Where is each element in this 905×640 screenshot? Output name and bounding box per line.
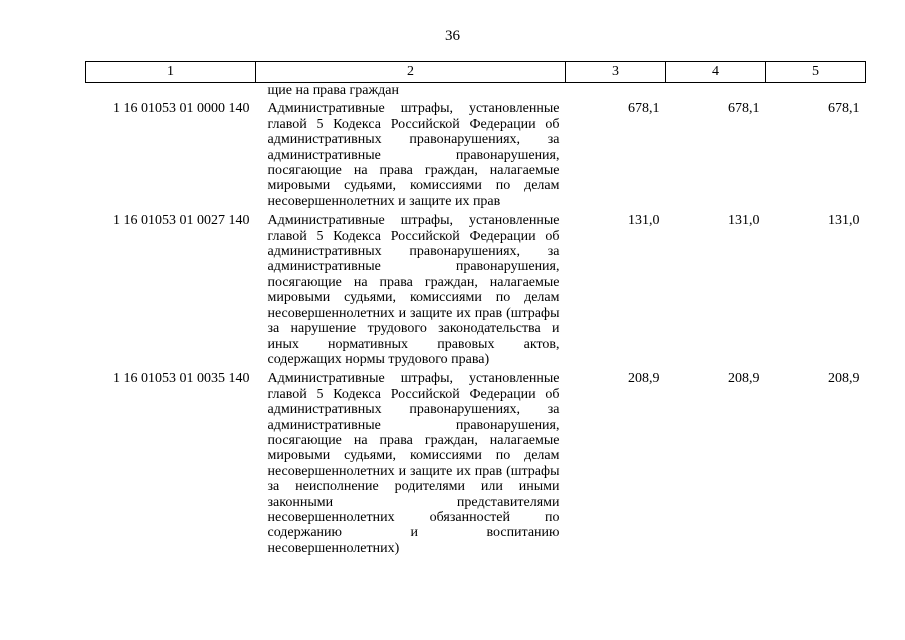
row-description: Административные штрафы, установленные главой 5 Кодекса Российской Федерации об административных правонарушениях, за административные правонарушения, посягающие на права граждан, налагаемые мировыми судьями, комиссиями по делам несовершеннолетних и защите их прав (штрафы за нарушение трудового законодательства и иных нормативных правовых актов, содержащих нормы трудового права)	[267, 213, 560, 367]
continuation-row	[86, 83, 866, 102]
table-row	[86, 213, 866, 371]
value-col-4: 678,1	[728, 101, 760, 117]
header-col-3: 3	[566, 62, 666, 83]
value-col-3: 208,9	[628, 371, 660, 387]
budget-code: 1 16 01053 01 0000 140	[113, 101, 250, 117]
budget-table	[85, 61, 866, 560]
header-col-5: 5	[766, 62, 866, 83]
value-col-3: 131,0	[628, 213, 660, 229]
budget-code: 1 16 01053 01 0027 140	[113, 213, 250, 229]
header-col-4: 4	[666, 62, 766, 83]
table-row	[86, 101, 866, 213]
row-description: Административные штрафы, установленные главой 5 Кодекса Российской Федерации об административных правонарушениях, за административные правонарушения, посягающие на права граждан, налагаемые мировыми судьями, комиссиями по делам несовершеннолетних и защите их прав	[267, 101, 560, 209]
value-col-5: 678,1	[828, 101, 860, 117]
table-row	[86, 371, 866, 560]
continuation-text: щие на права граждан	[267, 83, 399, 98]
value-col-5: 208,9	[828, 371, 860, 387]
budget-code: 1 16 01053 01 0035 140	[113, 371, 250, 387]
header-row	[86, 62, 866, 83]
header-col-1: 1	[86, 62, 256, 83]
value-col-5: 131,0	[828, 213, 860, 229]
value-col-4: 208,9	[728, 371, 760, 387]
value-col-4: 131,0	[728, 213, 760, 229]
value-col-3: 678,1	[628, 101, 660, 117]
header-col-2: 2	[256, 62, 566, 83]
row-description: Административные штрафы, установленные главой 5 Кодекса Российской Федерации об административных правонарушениях, за административные правонарушения, посягающие на права граждан, налагаемые мировыми судьями, комиссиями по делам несовершеннолетних и защите их прав (штрафы за неисполнение родителями или иными законными представителями несовершеннолетних обязанностей по содержанию и воспитанию несовершеннолетних)	[267, 371, 560, 556]
page-number: 36	[445, 28, 460, 44]
